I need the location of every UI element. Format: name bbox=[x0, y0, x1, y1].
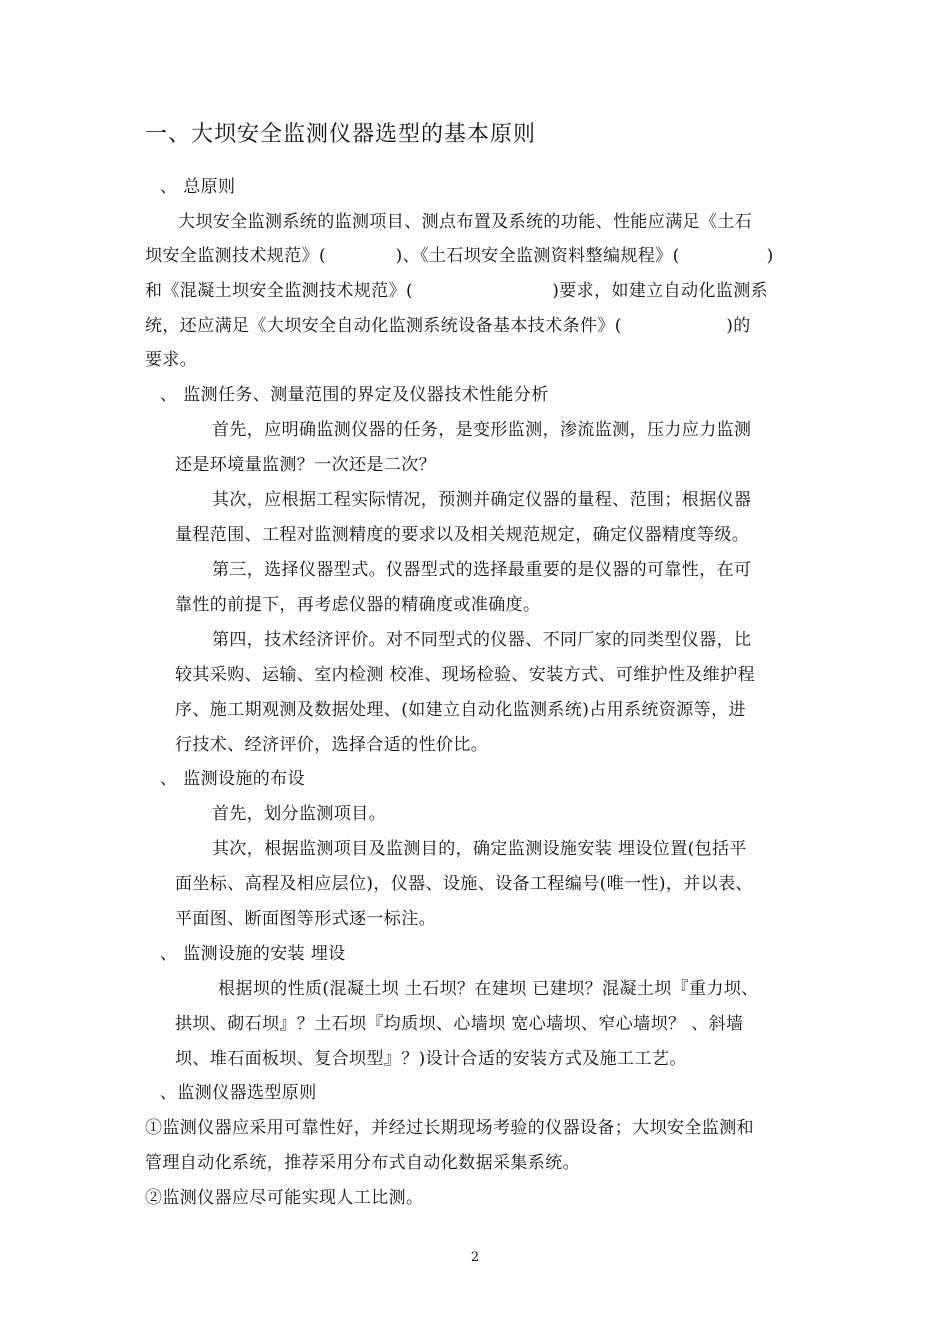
paragraph-line: 首先，应明确监测仪器的任务，是变形监测，渗流监测，压力应力监测 bbox=[212, 420, 752, 440]
paragraph-line: 坝安全监测技术规范》( )、《土石坝安全监测资料整编规程》( ) bbox=[145, 246, 774, 266]
paragraph-line: 其次，应根据工程实际情况，预测并确定仪器的量程、范围；根据仪器 bbox=[212, 490, 752, 510]
paragraph-line: 还是环境量监测？一次还是二次？ bbox=[175, 455, 436, 475]
subheading-selection-principles: 、监测仪器选型原则 bbox=[160, 1083, 317, 1103]
subheading-monitoring-tasks: 、 监测任务、测量范围的界定及仪器技术性能分析 bbox=[160, 385, 549, 405]
paragraph-line: ①监测仪器应采用可靠性好，并经过长期现场考验的仪器设备；大坝安全监测和 bbox=[145, 1118, 754, 1138]
paragraph-line: 要求。 bbox=[145, 350, 198, 370]
page-number: 2 bbox=[470, 1250, 480, 1265]
paragraph-line: 行技术、经济评价，选择合适的性价比。 bbox=[175, 735, 489, 755]
paragraph-line: 大坝安全监测系统的监测项目、测点布置及系统的功能、性能应满足《土石 bbox=[178, 212, 753, 232]
paragraph-line: 和《混凝土坝安全监测技术规范》( )要求，如建立自动化监测系 bbox=[145, 281, 769, 301]
paragraph-line: 统，还应满足《大坝安全自动化监测系统设备基本技术条件》( )的 bbox=[145, 316, 751, 336]
paragraph-line: 其次，根据监测项目及监测目的，确定监测设施安装 埋设位置(包括平 bbox=[212, 839, 747, 859]
paragraph-line: 根据坝的性质(混凝土坝 土石坝？在建坝 已建坝？混凝土坝『重力坝、 bbox=[218, 979, 759, 999]
subheading-installation: 、 监测设施的安装 埋设 bbox=[160, 944, 346, 964]
paragraph-line: 靠性的前提下，再考虑仪器的精确度或准确度。 bbox=[175, 595, 541, 615]
paragraph-line: ②监测仪器应尽可能实现人工比测。 bbox=[145, 1188, 424, 1208]
paragraph-line: 第三，选择仪器型式。仪器型式的选择最重要的是仪器的可靠性，在可 bbox=[212, 560, 752, 580]
paragraph-line: 管理自动化系统，推荐采用分布式自动化数据采集系统。 bbox=[145, 1153, 580, 1173]
subheading-general-principle: 、 总原则 bbox=[160, 177, 236, 197]
subheading-facility-layout: 、 监测设施的布设 bbox=[160, 769, 306, 789]
paragraph-line: 第四，技术经济评价。对不同型式的仪器、不同厂家的同类型仪器，比 bbox=[212, 630, 752, 650]
paragraph-line: 序、施工期观测及数据处理、(如建立自动化监测系统)占用系统资源等，进 bbox=[175, 700, 746, 720]
section-title: 一、大坝安全监测仪器选型的基本原则 bbox=[145, 122, 537, 147]
paragraph-line: 首先，划分监测项目。 bbox=[212, 804, 386, 824]
paragraph-line: 量程范围、工程对监测精度的要求以及相关规范规定，确定仪器精度等级。 bbox=[175, 525, 750, 545]
paragraph-line: 面坐标、高程及相应层位)，仪器、设施、设备工程编号(唯一性)，并以表、 bbox=[175, 874, 753, 894]
paragraph-line: 坝、堆石面板坝、复合坝型』？)设计合适的安装方式及施工工艺。 bbox=[175, 1049, 687, 1069]
paragraph-line: 拱坝、砌石坝』？土石坝『均质坝、心墙坝 宽心墙坝、窄心墙坝？ 、斜墙 bbox=[175, 1014, 744, 1034]
paragraph-line: 较其采购、运输、室内检测 校准、现场检验、安装方式、可维护性及维护程 bbox=[175, 665, 756, 685]
paragraph-line: 平面图、断面图等形式逐一标注。 bbox=[175, 909, 436, 929]
